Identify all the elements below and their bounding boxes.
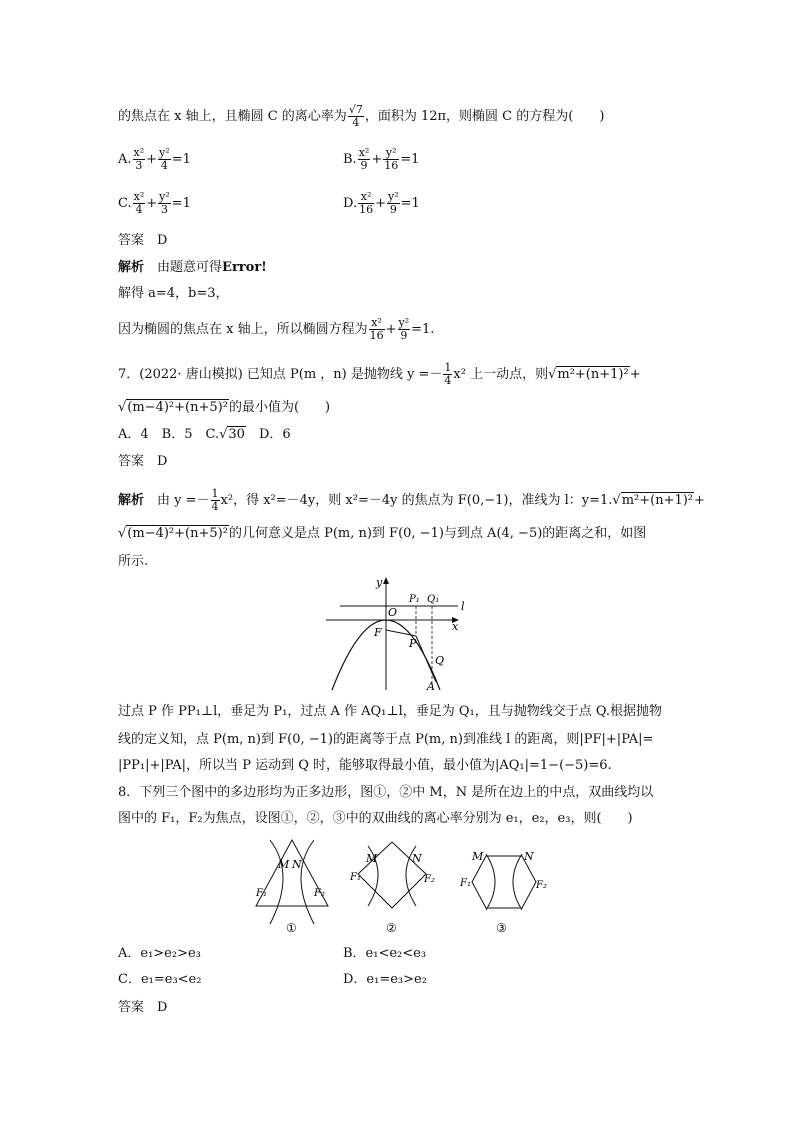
q7-analysis-2: √(m−4)²+(n+5)²的几何意义是点 P(m, n)到 F(0, −1)与到点 A(4, −5)的距离之和，如图 bbox=[118, 526, 647, 541]
q7-analysis-2-text: 的几何意义是点 P(m, n)到 F(0, −1)与到点 A(4, −5)的距离之和，如图 bbox=[228, 526, 647, 541]
q6-option-a-label: A. bbox=[118, 152, 132, 167]
frac bbox=[211, 488, 220, 513]
caption-2: ② bbox=[386, 921, 397, 935]
q7-analysis-3: 所示. bbox=[118, 554, 149, 569]
parabola-figure bbox=[318, 574, 478, 692]
q6-option-c-label: C. bbox=[118, 196, 132, 211]
q1-label: Q₁ bbox=[427, 594, 440, 605]
f2-label: F₂ bbox=[536, 880, 547, 891]
den: 3 bbox=[135, 159, 143, 172]
m-label: M bbox=[472, 850, 484, 863]
q7-analysis-plus: + bbox=[694, 493, 705, 508]
q6-analysis-3b: =1. bbox=[411, 322, 435, 337]
q7-stem-1: 7．(2022· 唐山模拟) 已知点 P(m ，n) 是抛物线 y =－ $\frac{1}{4}$ x² 上一动点，则√m²+(n+1)²+ bbox=[118, 361, 641, 387]
a-label: A bbox=[427, 680, 435, 692]
caption-3: ③ bbox=[496, 921, 507, 935]
q7-stem-a: 7．(2022· 唐山模拟) 已知点 P(m ，n) 是抛物线 y =－ bbox=[118, 367, 443, 382]
analysis-label: 解析 bbox=[118, 260, 145, 275]
m-label: M bbox=[278, 858, 290, 871]
q8-option-b: B．e₁<e₂<e₃ bbox=[343, 946, 427, 961]
p1-label: P₁ bbox=[409, 594, 420, 605]
den: 9 bbox=[360, 159, 368, 172]
q6-option-d-tail: =1 bbox=[400, 196, 420, 211]
num: x² bbox=[358, 146, 370, 159]
q6-ecc-num: √7 bbox=[348, 103, 363, 116]
num: x² bbox=[133, 146, 145, 159]
directrix-label: l bbox=[461, 600, 465, 613]
f2-label: F₂ bbox=[424, 874, 435, 885]
q7-analysis-1: 解析 由 y =－ $\frac{1}{4}$ x²，得 x²=－4y，则 x²=－4y 的焦点为 F(0,−1)，准线为 l：y=1.√m²+(n+1)²+ bbox=[118, 487, 705, 513]
q6-option-b-label: B. bbox=[343, 152, 357, 167]
q8-option-a: A．e₁>e₂>e₃ bbox=[118, 946, 201, 961]
f1-label: F₁ bbox=[460, 878, 471, 889]
q7-options-b: D．6 bbox=[245, 427, 291, 442]
frac bbox=[383, 147, 399, 172]
den: 4 bbox=[444, 374, 452, 387]
n-label: N bbox=[524, 850, 534, 863]
frac bbox=[387, 191, 400, 216]
q7-stem-2: √(m−4)²+(n+5)²的最小值为( ) bbox=[118, 400, 331, 415]
q7-analysis-sqrt-1: m²+(n+1)² bbox=[621, 493, 694, 508]
q7-answer: 答案 D bbox=[118, 454, 168, 469]
num: y² bbox=[398, 316, 410, 329]
q6-answer: 答案 D bbox=[118, 233, 168, 248]
num: y² bbox=[388, 190, 399, 203]
den: 16 bbox=[384, 159, 399, 172]
den: 9 bbox=[389, 203, 397, 216]
polygon-figure-3 bbox=[456, 836, 551, 936]
y-axis-label: y bbox=[376, 576, 383, 589]
q6-option-a: A. $\frac{\text{x²}}{3}$ + $\frac{\text{y²}}{4}$ =1 bbox=[118, 146, 191, 172]
num: 1 bbox=[211, 487, 219, 500]
q6-analysis-3a: 因为椭圆的焦点在 x 轴上，所以椭圆方程为 bbox=[118, 322, 368, 337]
frac bbox=[133, 147, 146, 172]
polygon-figure-2 bbox=[348, 836, 438, 936]
q6-stem bbox=[118, 104, 604, 129]
den: 16 bbox=[369, 329, 384, 342]
q6-ecc-den: 4 bbox=[352, 116, 360, 129]
origin-label: O bbox=[388, 606, 398, 619]
q8-stem-1: 8．下列三个图中的多边形均为正多边形，图①，②中 M，N 是所在边上的中点，双曲线均以 bbox=[118, 785, 654, 800]
q8-answer: 答案 D bbox=[118, 1000, 168, 1015]
f1-label: F₁ bbox=[256, 888, 267, 899]
frac bbox=[398, 317, 411, 342]
den: 9 bbox=[400, 329, 408, 342]
q7-analysis-sqrt-2: (m−4)²+(n+5)² bbox=[127, 526, 228, 541]
x-axis-label: x bbox=[452, 620, 459, 633]
q6-stem-b: ，面积为 12π，则椭圆 C 的方程为( ) bbox=[364, 109, 605, 124]
analysis-label: 解析 bbox=[118, 493, 145, 508]
frac bbox=[158, 147, 171, 172]
f1-label: F₁ bbox=[350, 872, 361, 883]
caption-1: ① bbox=[286, 921, 297, 935]
q7-stem-d: 的最小值为( ) bbox=[228, 400, 331, 415]
q7-analysis-5: 线的定义知，点 P(m, n)到 F(0, −1)的距离等于点 P(m, n)到准线 l 的距离，则|PF|+|PA|= bbox=[118, 732, 654, 747]
q7-analysis-1b: x²，得 x²=－4y，则 x²=－4y 的焦点为 F(0,−1)，准线为 l：y=1. bbox=[220, 493, 613, 508]
num: x² bbox=[133, 190, 145, 203]
q6-analysis-error: Error! bbox=[222, 260, 267, 275]
q-label: Q bbox=[435, 654, 445, 667]
q6-analysis-2: 解得 a=4，b=3， bbox=[118, 286, 229, 301]
den: 4 bbox=[135, 203, 143, 216]
q7-options: A．4 B．5 C.√30 D．6 bbox=[118, 427, 291, 442]
q8-option-c: C．e₁=e₃<e₂ bbox=[118, 972, 202, 987]
q6-option-a-tail: =1 bbox=[171, 152, 191, 167]
q7-options-sqrt: 30 bbox=[228, 427, 245, 442]
frac bbox=[358, 191, 374, 216]
frac bbox=[358, 147, 371, 172]
q6-option-d: D. $\frac{\text{x²}}{16}$ + $\frac{\text{y²}}{9}$ =1 bbox=[343, 190, 420, 216]
q6-analysis-3: 因为椭圆的焦点在 x 轴上，所以椭圆方程为 $\frac{\text{x²}}{16}$ + $\frac{\text{y²}}{9}$ =1. bbox=[118, 316, 435, 342]
focus-label: F bbox=[374, 626, 382, 639]
q7-sqrt-1: m²+(n+1)² bbox=[557, 367, 629, 382]
den: 4 bbox=[160, 159, 168, 172]
num: x² bbox=[369, 317, 385, 330]
q6-stem-a: 的焦点在 x 轴上，且椭圆 C 的离心率为 bbox=[118, 109, 347, 124]
q6-analysis-text: 由题意可得 bbox=[157, 260, 223, 275]
n-label: N bbox=[412, 852, 422, 865]
q6-option-b: B. $\frac{\text{x²}}{9}$ + $\frac{\text{y²}}{16}$ =1 bbox=[343, 146, 420, 172]
q7-analysis-1a: 由 y =－ bbox=[157, 493, 210, 508]
q8-option-d: D．e₁=e₃>e₂ bbox=[343, 972, 427, 987]
frac bbox=[369, 317, 385, 342]
frac bbox=[133, 191, 146, 216]
q8-stem-2: 图中的 F₁，F₂为焦点，设图①，②，③中的双曲线的离心率分别为 e₁，e₂，e₃，则( ) bbox=[118, 811, 633, 826]
q7-stem-b: x² 上一动点，则 bbox=[453, 367, 549, 382]
num: 1 bbox=[444, 361, 452, 374]
q6-option-c: C. $\frac{\text{x²}}{4}$ + $\frac{\text{y²}}{3}$ =1 bbox=[118, 190, 191, 216]
den: 4 bbox=[211, 500, 219, 513]
q7-stem-c: + bbox=[629, 367, 641, 382]
p-label: P bbox=[409, 637, 417, 650]
q6-option-b-tail: =1 bbox=[400, 152, 420, 167]
num: y² bbox=[159, 190, 170, 203]
q7-options-a: A．4 B．5 C. bbox=[118, 427, 220, 442]
polygon-figure-1 bbox=[250, 836, 335, 936]
q7-analysis-4: 过点 P 作 PP₁⊥l，垂足为 P₁，过点 A 作 AQ₁⊥l，垂足为 Q₁，且与抛物线交于点 Q.根据抛物 bbox=[118, 704, 663, 719]
q6-eccentricity-fraction bbox=[348, 104, 364, 129]
num: x² bbox=[358, 191, 374, 204]
frac bbox=[158, 191, 171, 216]
f2-label: F₂ bbox=[314, 888, 325, 899]
q7-sqrt-2: (m−4)²+(n+5)² bbox=[127, 400, 228, 415]
m-label: M bbox=[366, 852, 378, 865]
num: y² bbox=[383, 147, 399, 160]
q7-analysis-6: |PP₁|+|PA|，所以当 P 运动到 Q 时，能够取得最小值，最小值为|AQ₁|=1−(−5)=6. bbox=[118, 758, 612, 773]
q6-option-c-tail: =1 bbox=[171, 196, 191, 211]
q6-analysis-1 bbox=[118, 258, 267, 278]
num: y² bbox=[159, 146, 170, 159]
frac bbox=[443, 362, 452, 387]
den: 3 bbox=[160, 203, 168, 216]
q6-option-d-label: D. bbox=[343, 196, 358, 211]
n-label: N bbox=[292, 858, 302, 871]
den: 16 bbox=[359, 203, 374, 216]
